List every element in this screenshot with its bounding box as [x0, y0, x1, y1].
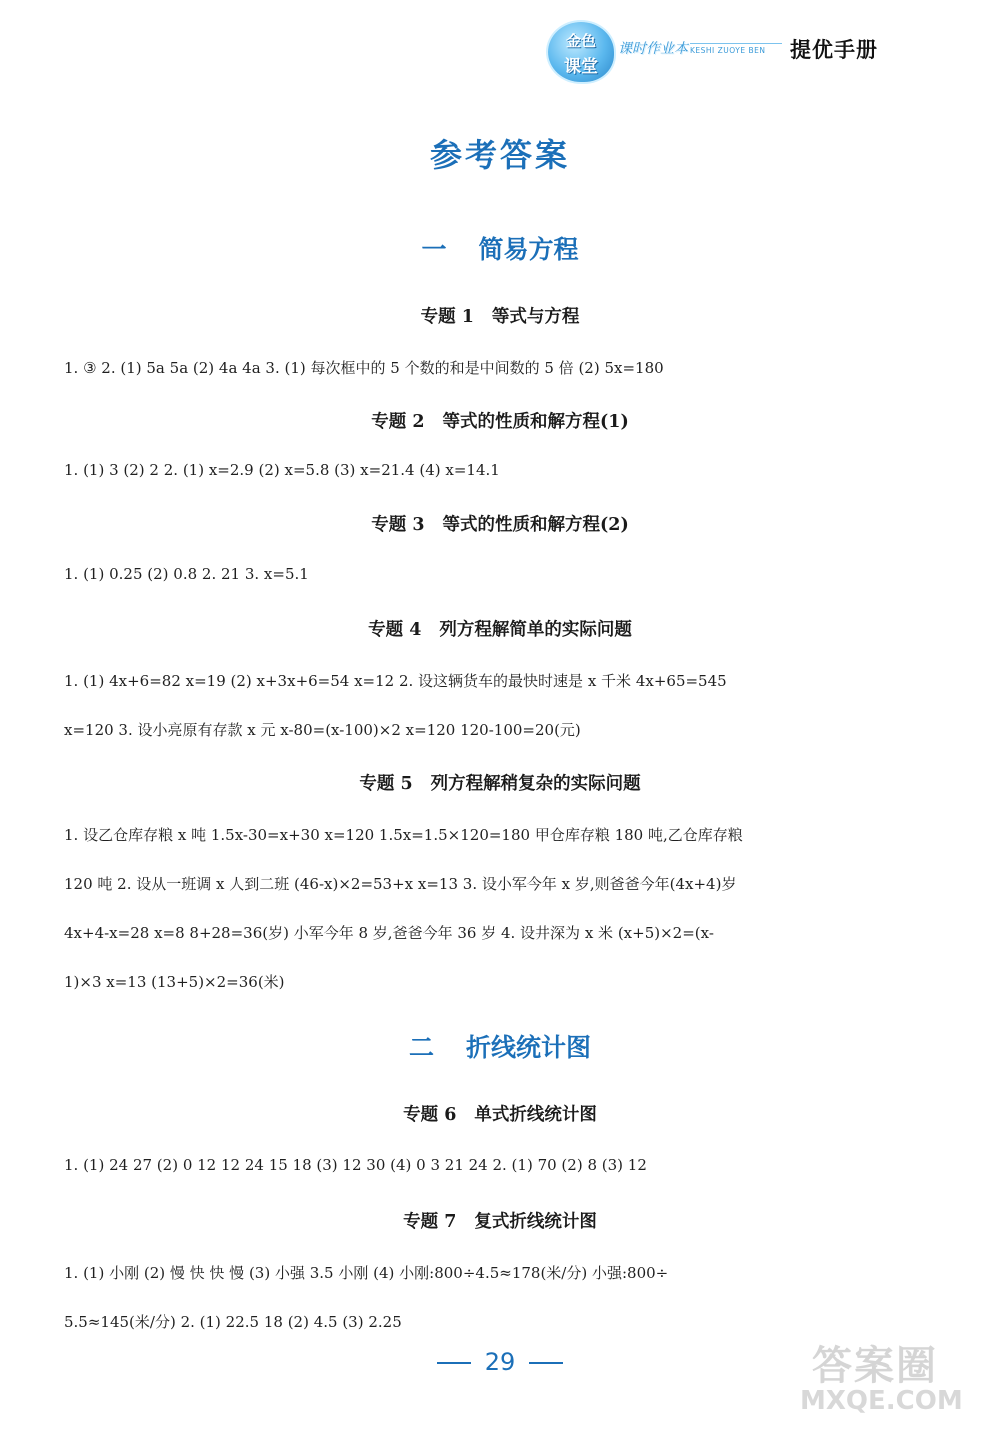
- topic-heading-3: [0, 511, 1000, 536]
- topic-heading-6: [0, 1101, 1000, 1126]
- page-number-value: 29: [484, 1348, 516, 1376]
- topic-title: 列方程解稍复杂的实际问题: [430, 774, 641, 794]
- answer-line: 1. (1) 3 (2) 2 2. (1) x=2.9 (2) x=5.8 (3) x=21.4 (4) x=14.1: [64, 461, 500, 479]
- chapter-heading-1: [0, 230, 1000, 266]
- watermark-text: 答案圈: [812, 1343, 938, 1389]
- topic-heading-2: [0, 408, 1000, 433]
- topic-title: 列方程解简单的实际问题: [439, 620, 632, 640]
- watermark: [800, 1330, 985, 1425]
- answer-line: 120 吨 2. 设从一班调 x 人到二班 (46-x)×2=53+x x=13 3. 设小军今年 x 岁,则爸爸今年(4x+4)岁: [64, 875, 737, 893]
- topic-heading-4: [0, 616, 1000, 641]
- topic-title: 等式与方程: [491, 307, 580, 327]
- answer-line: x=120 3. 设小亮原有存款 x 元 x-80=(x-100)×2 x=120 120-100=20(元): [64, 721, 581, 739]
- answer-line: 1. (1) 4x+6=82 x=19 (2) x+3x+6=54 x=12 2. 设这辆货车的最快时速是 x 千米 4x+65=545: [64, 672, 727, 690]
- page-number-dash-left: [437, 1362, 471, 1364]
- answer-line: 1)×3 x=13 (13+5)×2=36(米): [64, 973, 285, 991]
- answer-line: 1. (1) 小刚 (2) 慢 快 快 慢 (3) 小强 3.5 小刚 (4) 小刚:800÷4.5≈178(米/分) 小强:800÷: [64, 1264, 669, 1282]
- topic-number: 专题 3: [371, 515, 425, 535]
- chapter-title: 简易方程: [478, 235, 579, 264]
- answer-line: 1. ③ 2. (1) 5a 5a (2) 4a 4a 3. (1) 每次框中的 5 个数的和是中间数的 5 倍 (2) 5x=180: [64, 359, 664, 377]
- chapter-heading-2: [0, 1028, 1000, 1064]
- topic-heading-5: [0, 770, 1000, 795]
- topic-number: 专题 6: [403, 1105, 457, 1125]
- topic-number: 专题 7: [403, 1212, 457, 1232]
- topic-heading-1: [0, 303, 1000, 328]
- answer-line: 1. 设乙仓库存粮 x 吨 1.5x-30=x+30 x=120 1.5x=1.5×120=180 甲仓库存粮 180 吨,乙仓库存粮: [64, 826, 743, 844]
- logo-subtitle: 课时作业本: [618, 41, 688, 57]
- logo-divider: [690, 43, 782, 44]
- answer-line: 4x+4-x=28 x=8 8+28=36(岁) 小军今年 8 岁,爸爸今年 36 岁 4. 设井深为 x 米 (x+5)×2=(x-: [64, 924, 714, 942]
- topic-number: 专题 1: [420, 307, 474, 327]
- topic-title: 等式的性质和解方程(1): [442, 412, 629, 432]
- topic-number: 专题 2: [371, 412, 425, 432]
- answer-line: 5.5≈145(米/分) 2. (1) 22.5 18 (2) 4.5 (3) 2.25: [64, 1313, 402, 1331]
- topic-title: 等式的性质和解方程(2): [442, 515, 629, 535]
- topic-title: 复式折线统计图: [474, 1212, 597, 1232]
- page-title: 参考答案: [429, 136, 570, 174]
- brand-logo: [548, 22, 614, 82]
- page-number-dash-right: [529, 1362, 563, 1364]
- chapter-number: 二: [408, 1033, 434, 1062]
- chapter-title: 折线统计图: [466, 1033, 592, 1062]
- answer-line: 1. (1) 0.25 (2) 0.8 2. 21 3. x=5.1: [64, 565, 309, 583]
- logo-text-line2: 课堂: [564, 57, 598, 77]
- topic-number: 专题 4: [368, 620, 422, 640]
- chapter-number: 一: [421, 235, 447, 264]
- watermark-url: MXQE.COM: [800, 1386, 963, 1416]
- page-header: [540, 18, 980, 88]
- logo-text-line1: 金色: [565, 32, 596, 50]
- topic-number: 专题 5: [359, 774, 413, 794]
- answer-line: 1. (1) 24 27 (2) 0 12 12 24 15 18 (3) 12 30 (4) 0 3 21 24 2. (1) 70 (2) 8 (3) 12: [64, 1156, 647, 1174]
- topic-heading-7: [0, 1208, 1000, 1233]
- topic-title: 单式折线统计图: [474, 1105, 597, 1125]
- book-section-title: 提优手册: [790, 38, 878, 62]
- logo-pinyin: KESHI ZUOYE BEN: [690, 46, 766, 55]
